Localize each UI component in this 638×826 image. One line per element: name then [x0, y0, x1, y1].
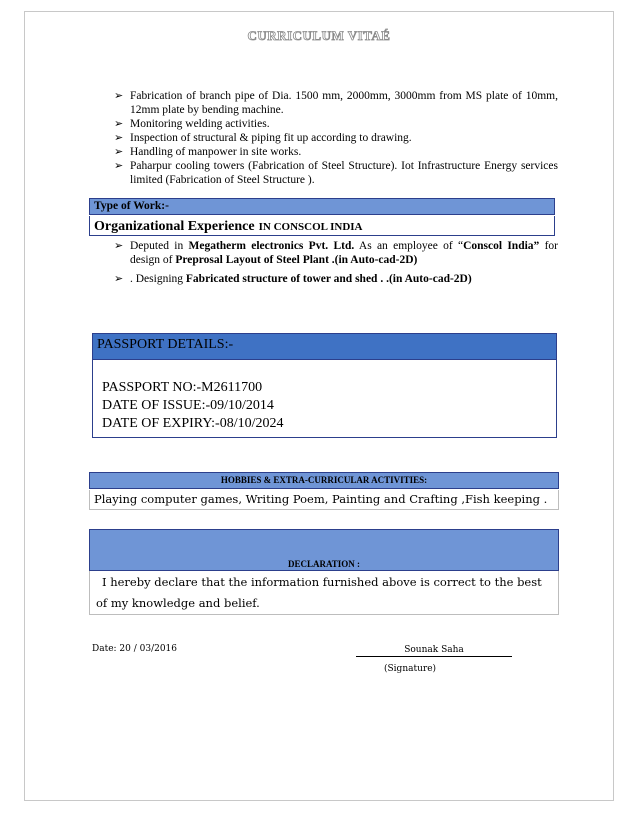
passport-issue-date: DATE OF ISSUE:-09/10/2014 [102, 398, 274, 413]
org-experience-label: Organizational Experience [94, 219, 255, 234]
signature-name: Sounak Saha [356, 644, 512, 657]
passport-heading: PASSPORT DETAILS:- [93, 334, 556, 360]
work-bullet-list [114, 89, 558, 187]
passport-section [92, 333, 557, 438]
declaration-heading-label: DECLARATION : [287, 559, 361, 569]
signature-label: (Signature) [384, 664, 437, 674]
list-item: ➢ Monitoring welding activities. [114, 118, 270, 130]
declaration-text: I hereby declare that the information furnished above is correct to the best of my knowledge and belief. [89, 571, 559, 615]
list-item: ➢ Inspection of structural & piping fit up according to drawing. [114, 132, 412, 144]
list-item: ➢ Deputed in Megatherm electronics Pvt. Ltd. As an employee of “Conscol India” for design of Preprosal Layout of Steel Plant .(in Auto-cad-2D) [114, 240, 558, 266]
list-item: ➢ Fabrication of branch pipe of Dia. 1500 mm, 2000mm, 3000mm from MS plate of 10mm, 12mm plate by bending machine. [114, 90, 558, 116]
hobbies-text: Playing computer games, Writing Poem, Painting and Crafting ,Fish keeping . [89, 490, 559, 510]
hobbies-heading: HOBBIES & EXTRA-CURRICULAR ACTIVITIES: [89, 472, 559, 489]
arrow-bullet-icon: ➢ [114, 90, 124, 102]
list-item: ➢ Handling of manpower in site works. [114, 146, 302, 158]
list-item: ➢ . Designing Fabricated structure of tower and shed . .(in Auto-cad-2D) [114, 273, 472, 285]
arrow-bullet-icon: ➢ [114, 118, 124, 130]
date-line: Date: 20 / 03/2016 [92, 644, 178, 654]
arrow-bullet-icon: ➢ [114, 160, 124, 172]
org-bullet-list [114, 239, 558, 291]
arrow-bullet-icon: ➢ [114, 240, 124, 252]
arrow-bullet-icon: ➢ [114, 132, 124, 144]
type-of-work-heading: Type of Work:- [89, 198, 555, 215]
cv-title: CURRICULUM VITAÉ [247, 28, 391, 43]
arrow-bullet-icon: ➢ [114, 146, 124, 158]
passport-expiry-date: DATE OF EXPIRY:-08/10/2024 [102, 416, 284, 431]
declaration-heading [89, 529, 559, 571]
passport-number: PASSPORT NO:-M2611700 [102, 380, 263, 395]
org-experience-company: IN CONSCOL INDIA [258, 221, 363, 233]
org-experience-heading [89, 216, 555, 236]
arrow-bullet-icon: ➢ [114, 273, 124, 285]
list-item: ➢ Paharpur cooling towers (Fabrication of Steel Structure). Iot Infrastructure Energy services limited (Fabrication of Steel Structure ). [114, 160, 558, 186]
